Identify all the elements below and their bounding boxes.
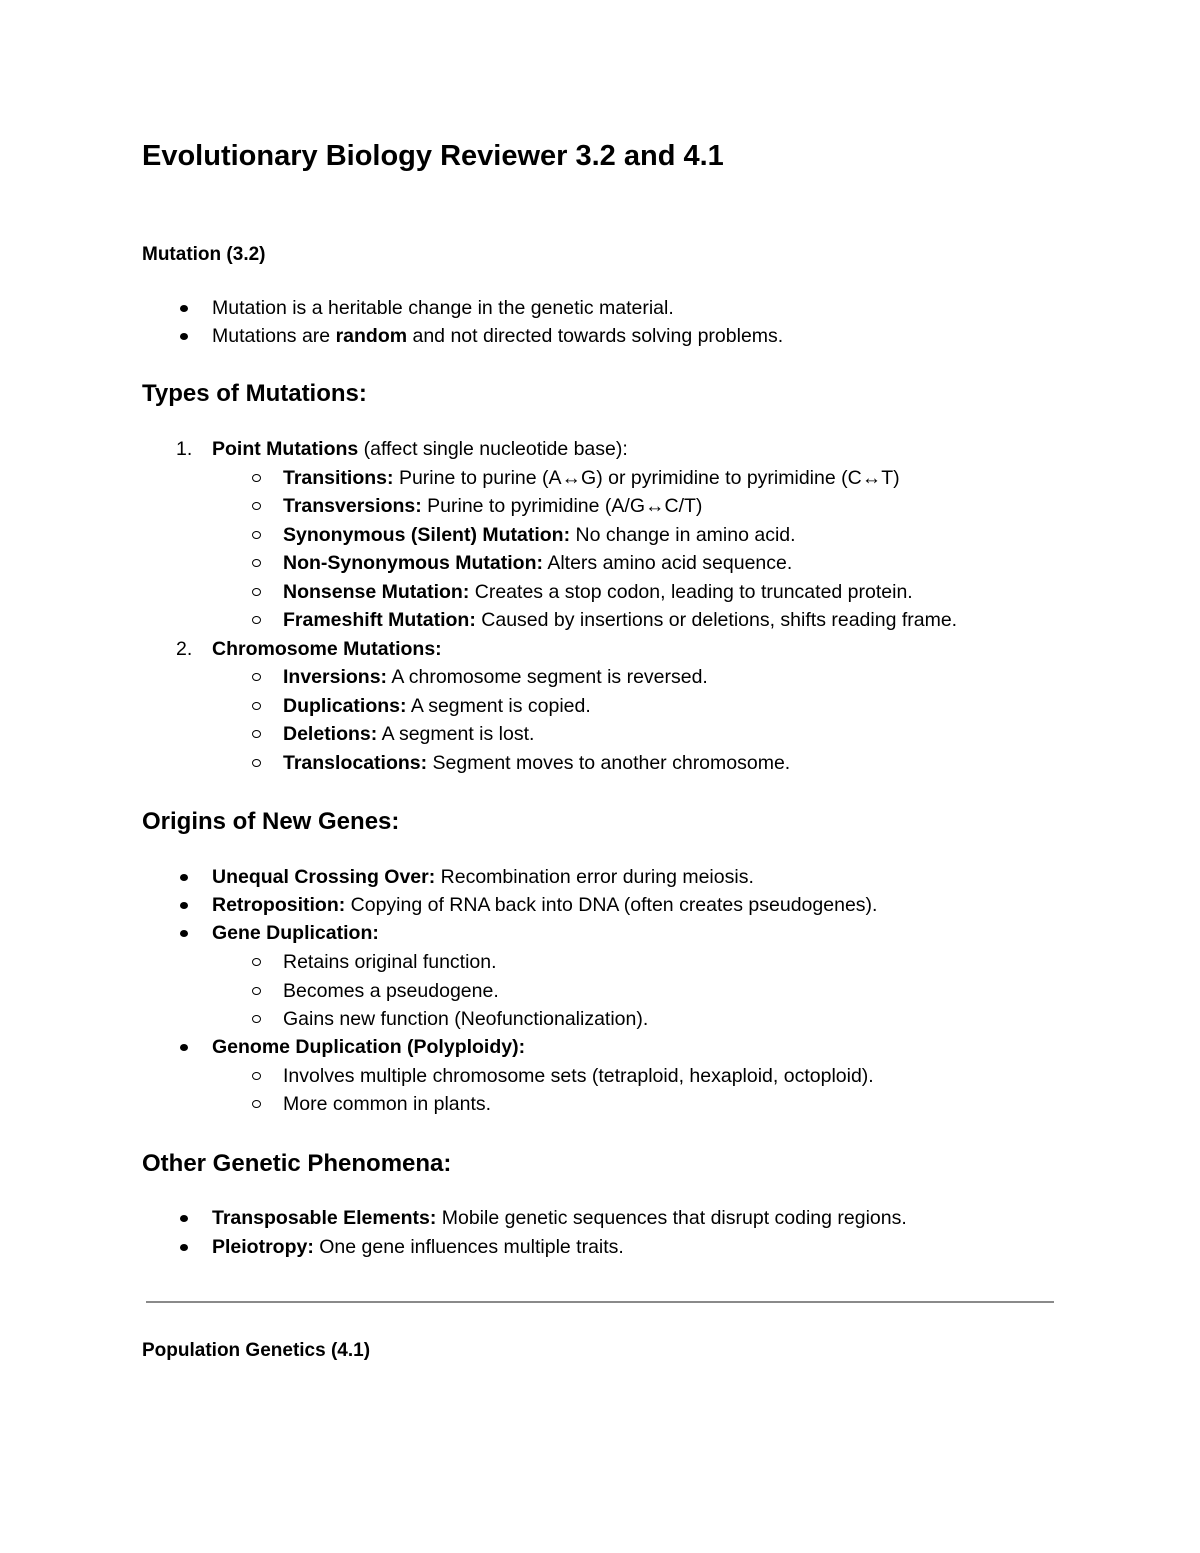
horizontal-rule xyxy=(146,1301,1054,1303)
document-title: Evolutionary Biology Reviewer 3.2 and 4.1 xyxy=(142,140,724,172)
circle-bullet-icon xyxy=(248,464,268,493)
list-number: 1. xyxy=(176,438,193,460)
circle-bullet-icon xyxy=(248,521,268,550)
circle-bullet-icon xyxy=(248,1005,268,1034)
bullet-icon xyxy=(175,1204,195,1233)
circle-bullet-icon xyxy=(248,663,268,692)
types-heading: Types of Mutations: xyxy=(142,380,367,407)
bullet-icon xyxy=(175,1033,195,1062)
circle-bullet-icon xyxy=(248,492,268,521)
bullet-icon xyxy=(175,322,195,351)
circle-bullet-icon xyxy=(248,549,268,578)
population-heading: Population Genetics (4.1) xyxy=(142,1340,371,1361)
circle-bullet-icon xyxy=(248,578,268,607)
circle-bullet-icon xyxy=(248,749,268,778)
origins-heading: Origins of New Genes: xyxy=(142,808,400,835)
circle-bullet-icon xyxy=(248,977,268,1006)
document-page: Evolutionary Biology Reviewer 3.2 and 4.1 Mutation (3.2) Mutation is a heritable change in the genetic material. Mutations are random and not directed towards solving problems. Types of Mutations: 1. Point Mutations (affect single nucleotide base): Transitions: Purine to purine (A↔G) or pyrimidine to pyrimidine (C↔T) Transversions: Purine to pyrimidine (A/G↔C/T) Synonymous (Silent) Mutation: No change in amino acid. Non-Synonymous Mutation: Alters amino acid sequence. Nonsense Mutation: Creates a stop codon, leading to truncated protein. Frameshift Mutation: Caused by insertions or deletions, shifts reading frame. 2. Chromosome Mutations: Inversions: A chromosome segment is reversed. Duplications: A segment is copied. Deletions: A segment is lost. Translocations: Segment moves to another chromosome. Origins of New Genes: Unequal Crossing Over: Recombination error during meiosis. Retroposition: Copying of RNA back into DNA (often creates pseudogenes). Gene Duplication: Retains original function. Becomes a pseudogene. Gains new function (Neofunctionalization). Genome Duplication (Polyploidy): Involves multiple chromosome sets (tetraploid, hexaploid, octoploid). More common in plants. Other Genetic Phenomena: Transposable Elements: Mobile genetic sequences that disrupt coding regions. Pleiotropy: One gene influences multiple traits. Population Genetics (4.1) xyxy=(0,0,1200,1553)
circle-bullet-icon xyxy=(248,948,268,977)
bullet-icon xyxy=(175,294,195,323)
other-heading: Other Genetic Phenomena: xyxy=(142,1150,452,1177)
circle-bullet-icon xyxy=(248,1062,268,1091)
mutation-heading: Mutation (3.2) xyxy=(142,244,266,265)
bullet-icon xyxy=(175,1233,195,1262)
bullet-icon xyxy=(175,919,195,948)
list-number: 2. xyxy=(176,638,193,660)
circle-bullet-icon xyxy=(248,720,268,749)
bullet-icon xyxy=(175,891,195,920)
circle-bullet-icon xyxy=(248,692,268,721)
circle-bullet-icon xyxy=(248,1090,268,1119)
circle-bullet-icon xyxy=(248,606,268,635)
bullet-icon xyxy=(175,863,195,892)
